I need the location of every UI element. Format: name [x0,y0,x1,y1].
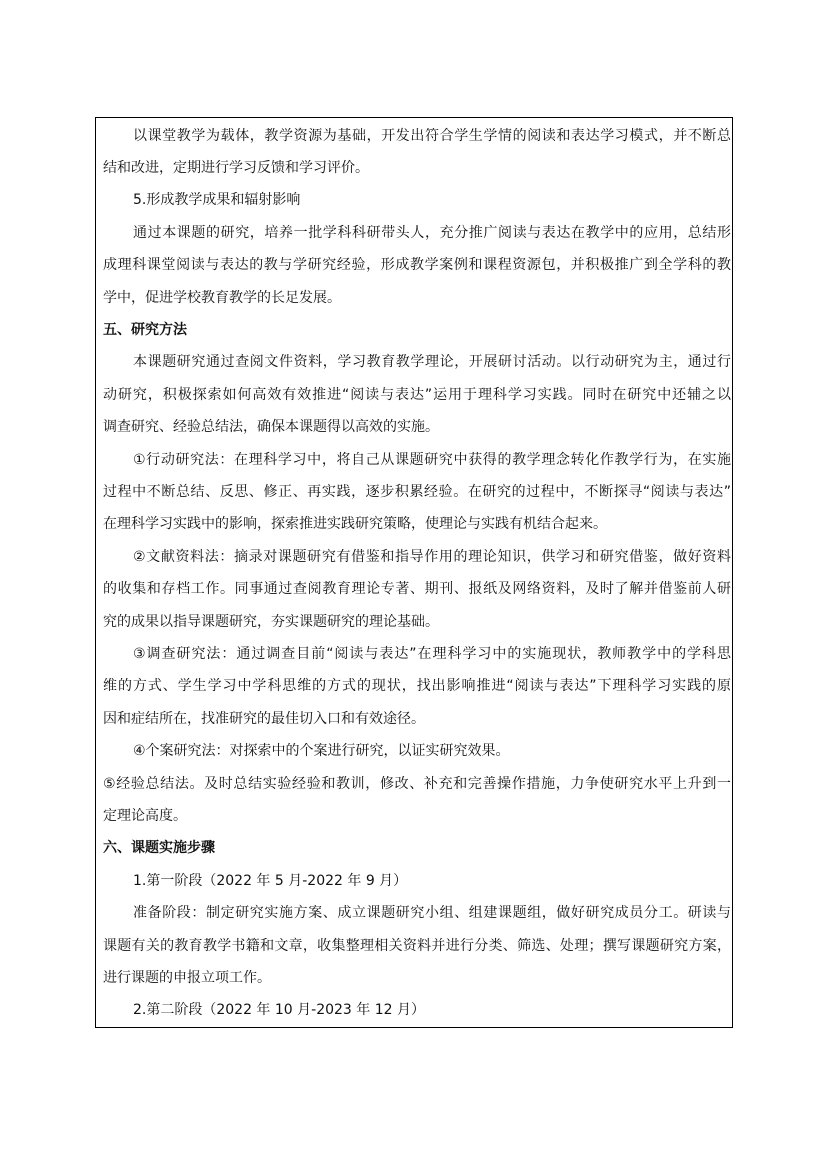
paragraph-line: 学中，促进学校教育教学的长足发展。 [103,290,341,306]
paragraph-line: 究的成果以指导课题研究，夯实课题研究的理论基础。 [103,614,439,630]
paragraph-line: ①行动研究法：在理科学习中，将自己从课题研究中获得的教学理念转化作教学行为，在实施 [133,452,731,468]
paragraph-line: 本课题研究通过查阅文件资料，学习教育教学理论，开展研讨活动。以行动研究为主，通过行 [133,354,731,370]
paragraph-line: 课题有关的教育教学书籍和文章，收集整理相关资料并进行分类、筛选、处理；撰写课题研究方案， [103,938,731,954]
paragraph-line: 进行课题的申报立项工作。 [103,970,271,986]
paragraph-line: ③调查研究法：通过调查目前“阅读与表达”在理科学习中的实施现状，教师教学中的学科思 [133,646,731,662]
document-frame [95,117,733,1028]
paragraph-line: 调查研究、经验总结法，确保本课题得以高效的实施。 [103,419,439,435]
paragraph-line: 在理科学习实践中的影响，探索推进实践研究策略，使理论与实践有机结合起来。 [103,516,607,532]
paragraph-line: 以课堂教学为载体，教学资源为基础，开发出符合学生学情的阅读和表达学习模式，并不断总 [133,128,731,144]
subsection-heading: 2.第二阶段（2022 年 10 月-2023 年 12 月） [133,1002,425,1018]
paragraph-line: 的收集和存档工作。同事通过查阅教育理论专著、期刊、报纸及网络资料，及时了解并借鉴前人研 [103,581,731,597]
paragraph-line: ⑤经验总结法。及时总结实验经验和教训，修改、补充和完善操作措施，力争使研究水平上升到一 [103,776,731,792]
subsection-heading: 5.形成教学成果和辐射影响 [133,192,301,208]
paragraph-line: 成理科课堂阅读与表达的教与学研究经验，形成教学案例和课程资源包，并积极推广到全学科的教 [103,257,731,273]
section-heading: 六、课题实施步骤 [103,840,215,856]
paragraph-line: 过程中不断总结、反思、修正、再实践，逐步积累经验。在研究的过程中，不断探寻“阅读与表达” [103,484,731,500]
paragraph-line: 因和症结所在，找准研究的最佳切入口和有效途径。 [103,711,425,727]
paragraph-line: 维的方式、学生学习中学科思维的方式的现状，找出影响推进“阅读与表达”下理科学习实践的原 [103,678,731,694]
paragraph-line: ④个案研究法：对探索中的个案进行研究，以证实研究效果。 [133,743,510,759]
section-heading: 五、研究方法 [103,322,187,338]
paragraph-line: 通过本课题的研究，培养一批学科科研带头人，充分推广阅读与表达在教学中的应用，总结形 [133,225,731,241]
subsection-heading: 1.第一阶段（2022 年 5 月-2022 年 9 月） [133,873,408,889]
paragraph-line: 结和改进，定期进行学习反馈和学习评价。 [103,160,369,176]
paragraph-line: ②文献资料法：摘录对课题研究有借鉴和指导作用的理论知识，供学习和研究借鉴，做好资料 [133,549,731,565]
paragraph-line: 动研究，积极探索如何高效有效推进“阅读与表达”运用于理科学习实践。同时在研究中还辅之以 [103,387,731,403]
paragraph-line: 准备阶段：制定研究实施方案、成立课题研究小组、组建课题组，做好研究成员分工。研读与 [133,905,731,921]
paragraph-line: 定理论高度。 [103,808,187,824]
